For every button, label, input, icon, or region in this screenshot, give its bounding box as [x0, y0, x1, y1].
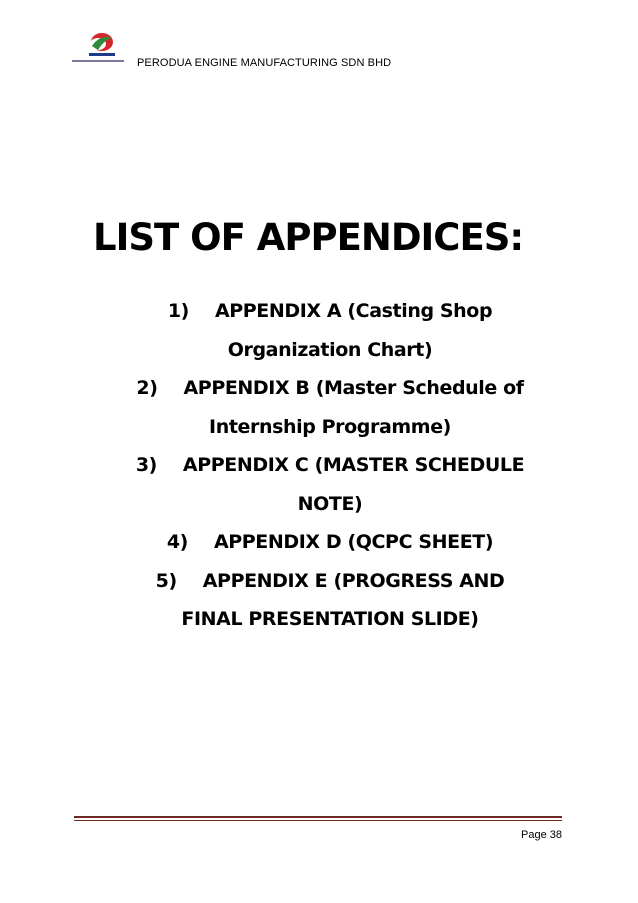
list-item-continuation: Organization Chart) [227, 338, 433, 361]
list-item-line [90, 523, 570, 562]
header-company-name: PERODUA ENGINE MANUFACTURING SDN BHD [137, 57, 392, 69]
list-item-number: 2) [136, 377, 158, 399]
list-item [90, 562, 570, 639]
list-item-text: APPENDIX D (QCPC SHEET) [213, 531, 494, 553]
footer-divider-thin [74, 820, 562, 821]
logo-wordmark-bar [89, 53, 115, 56]
list-item-text: APPENDIX E (PROGRESS AND [202, 569, 505, 592]
list-item-text: APPENDIX A (Casting Shop [214, 300, 493, 322]
list-item-line [90, 562, 570, 601]
list-item-continuation: Internship Programme) [209, 415, 451, 438]
page-title: LIST OF APPENDICES: [93, 216, 524, 259]
list-item-number: 5) [155, 569, 177, 592]
list-item-number: 3) [135, 454, 157, 476]
list-item-line [90, 292, 570, 331]
list-item-line [90, 446, 570, 485]
list-item [90, 292, 570, 369]
list-item [90, 523, 570, 562]
footer-divider [74, 816, 562, 818]
list-item-continuation: NOTE) [297, 492, 363, 515]
logo-tagline-bar [72, 60, 124, 62]
list-item [90, 446, 570, 523]
list-item-text: APPENDIX B (Master Schedule of [183, 377, 524, 399]
appendix-list [90, 292, 570, 639]
perodua-logo-icon [70, 28, 130, 72]
list-item-number: 4) [166, 531, 188, 553]
list-item-number: 1) [167, 300, 189, 322]
perodua-logo-mark [70, 28, 130, 72]
list-item-line [90, 369, 570, 408]
list-item-text: APPENDIX C (MASTER SCHEDULE [182, 454, 525, 476]
page-number: Page 38 [521, 829, 562, 841]
list-item-continuation: FINAL PRESENTATION SLIDE) [181, 608, 479, 630]
list-item [90, 369, 570, 446]
